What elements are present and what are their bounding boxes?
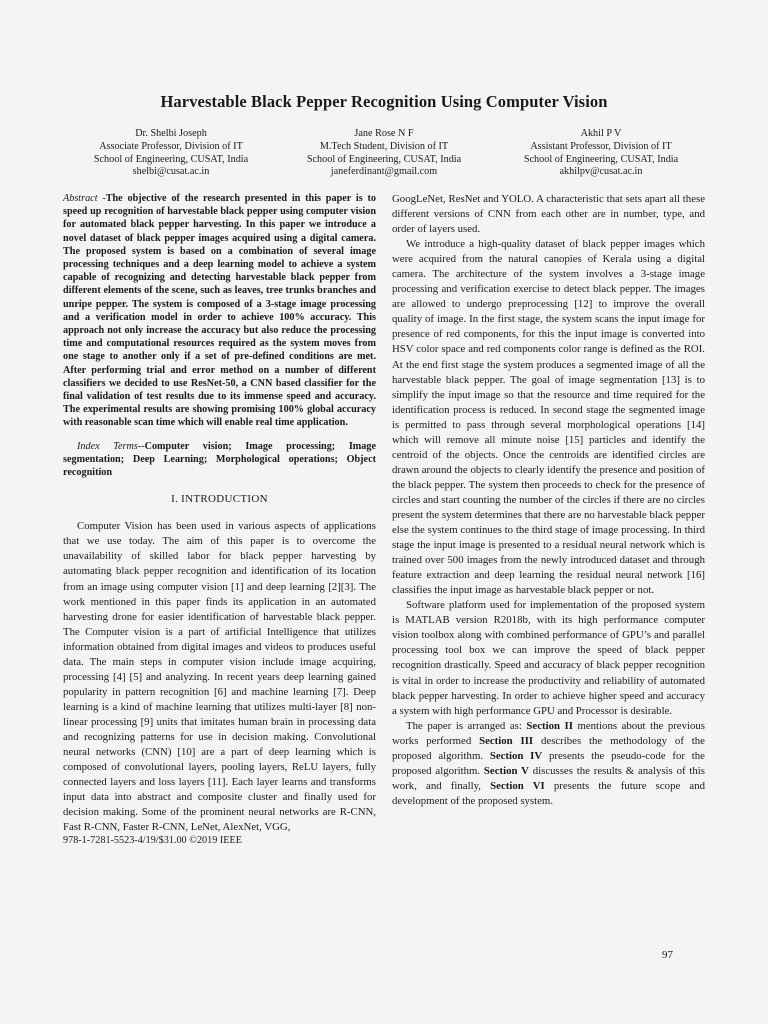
section-ref: Section III <box>479 734 534 747</box>
section-ref: Section II <box>526 719 573 732</box>
body-paragraph-software: Software platform used for implementation of the proposed system is MATLAB version R2018b, with its high performance computer vision toolbox along with combined performance of GPU’s and parallel processing tool box we can improve the speed of black pepper recognition drastically. Speed and accuracy of black pepper recognition is vital in order to increase the productivity and reliability of automated black pepper harvesting. In order to achieve higher speed and accuracy a system with high performance GPU and Processor is desirable. <box>392 599 705 717</box>
author-block-3 <box>491 128 711 179</box>
section-ref: Section IV <box>489 749 543 762</box>
author-block-1 <box>61 128 281 179</box>
left-column <box>63 192 376 847</box>
abstract-text: The objective of the research presented in this paper is to speed up recognition of harvestable black pepper using computer vision for automated black pepper harvesting. In this paper we introduce a novel dataset of black pepper images acquired using a digital camera. The proposed system is based on a combination of several image processing techniques and a deep learning model to achieve a system capable of recognizing and detecting harvestable black pepper from different elements of the scene, such as leaves, tree trunks branches and unripe pepper. The system is composed of a 3-stage image processing and a verification model in order to achieve 100% accuracy. This approach not only increase the accuracy but also reduce the processing time and computational resources required as the system moves from one stage to another only if a set of pre-defined conditions are met. After performing trial and error method on a number of different classifiers we decided to use ResNet-50, a CNN based classifier for the final validation of test results due to its immense speed and accuracy. The experimental results are showing promising 100% global accuracy with reasonable scan time which will enable real time application. <box>63 193 376 429</box>
index-terms-label: Index Terms-- <box>77 440 145 452</box>
body-paragraph-continued: GoogLeNet, ResNet and YOLO. A characteristic that sets apart all these different versions of CNN from each other are in number, type, and order of layers used. <box>392 193 705 236</box>
author-block-2 <box>274 128 494 179</box>
body-paragraph-organization: The paper is arranged as: Section II mentions about the previous works performed Section III describes the methodology of the proposed algorithm. Section IV presents the pseudo-code for the proposed algorithm. Section V discusses the results & analysis of this work, and finally, Section VI presents the future scope and development of the proposed system. <box>392 719 706 807</box>
author-name: Akhil P V <box>580 128 622 139</box>
author-role: Associate Professor, Division of IT <box>99 140 243 152</box>
abstract-label: Abstract - <box>63 193 106 204</box>
page-number: 97 <box>662 949 673 961</box>
right-column <box>392 192 705 809</box>
author-email: shelbi@cusat.ac.in <box>132 166 210 178</box>
index-terms-text: Computer vision; Image processing; Image segmentation; Deep Learning; Morphological operations; Object recognition <box>63 440 376 479</box>
author-affiliation: School of Engineering, CUSAT, India <box>306 153 462 165</box>
intro-paragraph: Computer Vision has been used in various aspects of applications that we use today. The aim of this paper is to overcome the unavailability of skilled labor for black pepper harvesting by automating black pepper recognition and identification of its location from an image using computer vision [1] and deep learning [2][3]. The work mentioned in this paper finds its application in an automated harvesting drone for easier identification of harvestable black pepper. The Computer vision is a part of artificial Intelligence that utilizes information obtained from digital images and videos to produces useful data. The main steps in computer vision include image acquiring, processing [4] [5] and analyzing. In recent years deep learning gained popularity in pattern recognition [6] and machine learning [7]. Deep learning is a kind of machine learning that utilizes multi-layer [8] non-linear processing [9] units that imitates human brain in processing data and recognizing patterns for use in decision making. Convolutional neural networks (CNN) [10] are a part of deep learning which is composed of convolutional layers, pooling layers, ReLU layers, fully connected layers and loss layers [11]. Each layer learns and transforms input data into abstract and composite cluster and finally used for decision making. Some of the prominent neural networks are R-CNN, Fast R-CNN, Faster R-CNN, LeNet, AlexNet, VGG, <box>63 520 376 834</box>
section-ref: Section VI <box>490 779 545 792</box>
index-terms <box>63 440 376 480</box>
paper-title: Harvestable Black Pepper Recognition Using Computer Vision <box>160 92 608 111</box>
author-email: akhilpv@cusat.ac.in <box>559 166 643 178</box>
section-heading-introduction: I. INTRODUCTION <box>171 493 268 506</box>
author-name: Jane Rose N F <box>354 128 414 139</box>
author-affiliation: School of Engineering, CUSAT, India <box>523 153 679 165</box>
section-ref: Section V <box>483 764 529 777</box>
author-email: janeferdinant@gmail.com <box>330 166 438 178</box>
author-role: Assistant Professor, Division of IT <box>530 140 672 152</box>
body-paragraph-dataset: We introduce a high-quality dataset of black pepper images which were acquired from the natural canopies of Kerala using a digital camera. The architecture of the system involves a 3-stage image processing and verification exercise to detect black pepper. The images are allowed to undergo preprocessing [12] to improve the overall quality of image. In the first stage, the system scans the input image for presence of red components, for this the input image is converted into HSV color space and red components color range is defined as the ROI. At the end first stage the system produces a segmented image of all the harvestable black pepper. The goal of image segmentation [13] is to simplify the input image so that the resource and time required for the identification process is reduced. In second stage the segmented image is permitted to pass through several morphological operations [14] which will remove all minute noise [15] particles and identify the centroid of the objects. Once the centroids are identified circles are drawn around the objects to clearly identify the presence and position of the black pepper. The system then proceeds to check for the presence of circles and start counting the number of the circles if there are no circles present the system determines that there are no harvestable black pepper else the system continues to the third stage of image processing. In third stage the input image is presented to a residual neural network which is trained over 500 images from the newly introduced dataset and through feature extraction and deep learning the residual neural network [16] classifies the input image as harvestable black pepper or not. <box>392 238 705 597</box>
author-name: Dr. Shelbi Joseph <box>135 128 207 139</box>
author-role: M.Tech Student, Division of IT <box>319 140 449 152</box>
author-affiliation: School of Engineering, CUSAT, India <box>93 153 249 165</box>
copyright-notice: 978-1-7281-5523-4/19/$31.00 ©2019 IEEE <box>63 835 242 847</box>
abstract <box>63 192 376 430</box>
